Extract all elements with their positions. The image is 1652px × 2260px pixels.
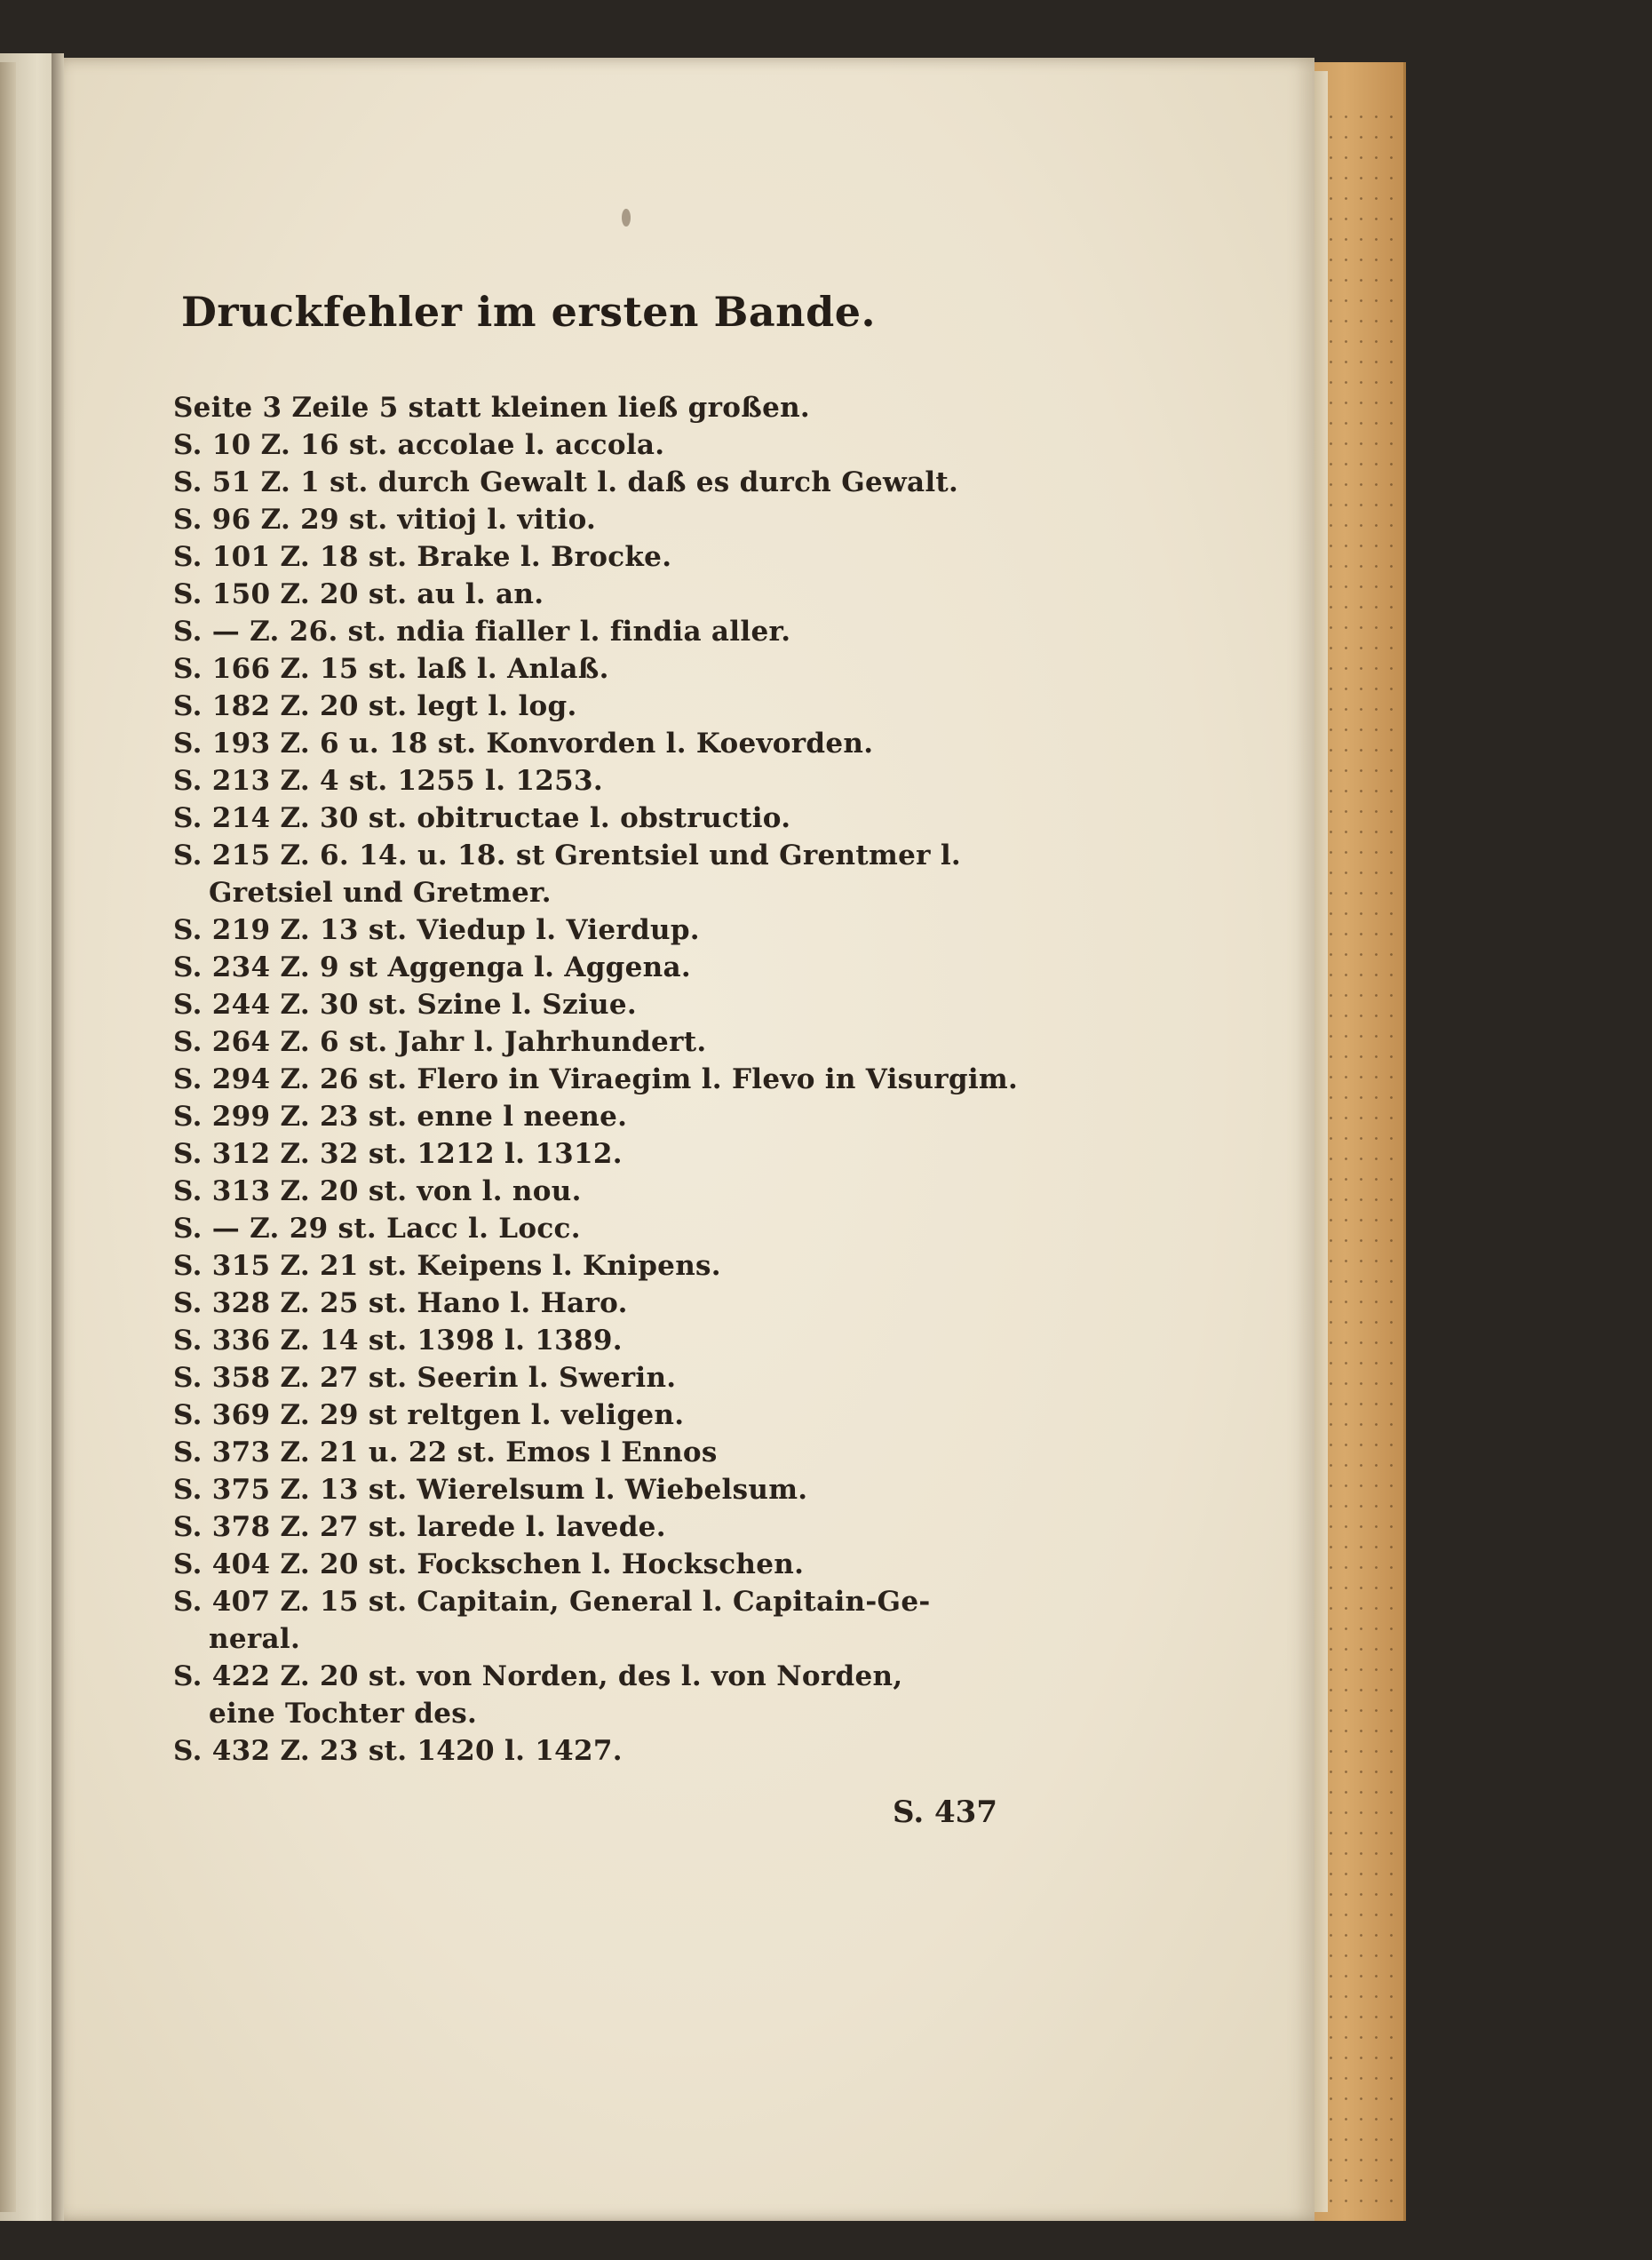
errata-entry-text: S. 373 Z. 21 u. 22 st. Emos l Ennos bbox=[173, 1436, 718, 1468]
errata-entry bbox=[173, 1658, 1026, 1732]
errata-entry-text: S. 244 Z. 30 st. Szine l. Sziue. bbox=[173, 989, 637, 1021]
page-title: Druckfehler im ersten Bande. bbox=[180, 288, 877, 336]
errata-entry-text: S. 336 Z. 14 st. 1398 l. 1389. bbox=[173, 1325, 623, 1357]
errata-entry-text: S. 375 Z. 13 st. Wierelsum l. Wiebelsum. bbox=[173, 1474, 808, 1506]
errata-entry bbox=[173, 1434, 1026, 1471]
errata-entry bbox=[173, 576, 1026, 613]
errata-entry bbox=[173, 538, 1026, 576]
errata-entry bbox=[173, 1732, 1026, 1770]
errata-entry bbox=[173, 1173, 1026, 1210]
errata-entry bbox=[173, 426, 1026, 464]
errata-entry bbox=[173, 650, 1026, 688]
errata-entry bbox=[173, 1508, 1026, 1546]
errata-entry bbox=[173, 688, 1026, 725]
errata-entry-text: S. 219 Z. 13 st. Viedup l. Vierdup. bbox=[173, 914, 700, 946]
errata-entry bbox=[173, 1285, 1026, 1322]
errata-entry bbox=[173, 1061, 1026, 1098]
errata-entry bbox=[173, 1247, 1026, 1285]
errata-entry-text: Seite 3 Zeile 5 statt kleinen ließ großen. bbox=[173, 392, 811, 424]
errata-entry bbox=[173, 1023, 1026, 1061]
errata-entry bbox=[173, 1322, 1026, 1359]
errata-entry bbox=[173, 1359, 1026, 1397]
errata-entry bbox=[173, 389, 1026, 426]
left-page-fore-edge bbox=[0, 62, 16, 2212]
errata-entry bbox=[173, 464, 1026, 501]
cover-texture bbox=[1323, 107, 1394, 2203]
errata-entry-text: S. 215 Z. 6. 14. u. 18. st Grentsiel und Grentmer l. bbox=[173, 840, 961, 871]
errata-entry-text: S. 214 Z. 30 st. obitructae l. obstructio. bbox=[173, 802, 791, 834]
errata-entry-text: S. — Z. 26. st. ndia fialler l. findia aller. bbox=[173, 616, 791, 648]
errata-entry bbox=[173, 725, 1026, 762]
errata-entry bbox=[173, 613, 1026, 650]
errata-entry bbox=[173, 501, 1026, 538]
errata-list bbox=[173, 389, 1026, 1770]
errata-entry-text: S. 166 Z. 15 st. laß l. Anlaß. bbox=[173, 653, 609, 685]
errata-entry-text: S. 193 Z. 6 u. 18 st. Konvorden l. Koevorden. bbox=[173, 728, 874, 760]
errata-entry-text: S. 182 Z. 20 st. legt l. log. bbox=[173, 690, 577, 722]
errata-entry-text: S. 407 Z. 15 st. Capitain, General l. Capitain-Ge- bbox=[173, 1586, 931, 1618]
errata-entry bbox=[173, 1210, 1026, 1247]
errata-entry bbox=[173, 1397, 1026, 1434]
gutter-shadow bbox=[52, 53, 64, 2221]
errata-entry bbox=[173, 762, 1026, 800]
errata-entry-text: S. 369 Z. 29 st reltgen l. veligen. bbox=[173, 1399, 685, 1431]
errata-entry bbox=[173, 1471, 1026, 1508]
errata-entry bbox=[173, 1546, 1026, 1583]
errata-entry-continuation: neral. bbox=[209, 1623, 301, 1655]
errata-entry bbox=[173, 1583, 1026, 1658]
errata-entry-text: S. 213 Z. 4 st. 1255 l. 1253. bbox=[173, 765, 603, 797]
errata-entry-text: S. 96 Z. 29 st. vitioj l. vitio. bbox=[173, 504, 597, 536]
errata-entry bbox=[173, 986, 1026, 1023]
errata-entry-text: S. 378 Z. 27 st. larede l. lavede. bbox=[173, 1511, 666, 1543]
ink-stain bbox=[622, 209, 631, 227]
errata-entry-text: S. 313 Z. 20 st. von l. nou. bbox=[173, 1175, 582, 1207]
errata-entry-text: S. 10 Z. 16 st. accolae l. accola. bbox=[173, 429, 665, 461]
catchword: S. 437 bbox=[893, 1794, 997, 1830]
errata-entry-text: S. 299 Z. 23 st. enne l neene. bbox=[173, 1101, 628, 1133]
errata-entry bbox=[173, 837, 1026, 911]
errata-entry-text: S. 432 Z. 23 st. 1420 l. 1427. bbox=[173, 1735, 623, 1767]
errata-entry-text: S. 328 Z. 25 st. Hano l. Haro. bbox=[173, 1287, 628, 1319]
errata-entry bbox=[173, 800, 1026, 837]
errata-entry bbox=[173, 1098, 1026, 1135]
errata-entry bbox=[173, 1135, 1026, 1173]
errata-entry-text: S. 422 Z. 20 st. von Norden, des l. von Norden, bbox=[173, 1660, 903, 1692]
errata-entry-text: S. 294 Z. 26 st. Flero in Viraegim l. Flevo in Visurgim. bbox=[173, 1063, 1019, 1095]
errata-entry-continuation: Gretsiel und Gretmer. bbox=[209, 877, 552, 909]
errata-entry-text: S. 315 Z. 21 st. Keipens l. Knipens. bbox=[173, 1250, 721, 1282]
errata-entry-text: S. — Z. 29 st. Lacc l. Locc. bbox=[173, 1213, 581, 1245]
errata-entry-text: S. 404 Z. 20 st. Fockschen l. Hockschen. bbox=[173, 1548, 805, 1580]
errata-entry-continuation: eine Tochter des. bbox=[209, 1698, 478, 1730]
errata-entry-text: S. 312 Z. 32 st. 1212 l. 1312. bbox=[173, 1138, 623, 1170]
errata-entry-text: S. 150 Z. 20 st. au l. an. bbox=[173, 578, 544, 610]
errata-entry-text: S. 51 Z. 1 st. durch Gewalt l. daß es durch Gewalt. bbox=[173, 466, 959, 498]
errata-entry-text: S. 234 Z. 9 st Aggenga l. Aggena. bbox=[173, 951, 691, 983]
errata-entry bbox=[173, 949, 1026, 986]
errata-entry-text: S. 101 Z. 18 st. Brake l. Brocke. bbox=[173, 541, 672, 573]
errata-entry-text: S. 358 Z. 27 st. Seerin l. Swerin. bbox=[173, 1362, 677, 1394]
errata-entry-text: S. 264 Z. 6 st. Jahr l. Jahrhundert. bbox=[173, 1026, 707, 1058]
errata-entry bbox=[173, 911, 1026, 949]
